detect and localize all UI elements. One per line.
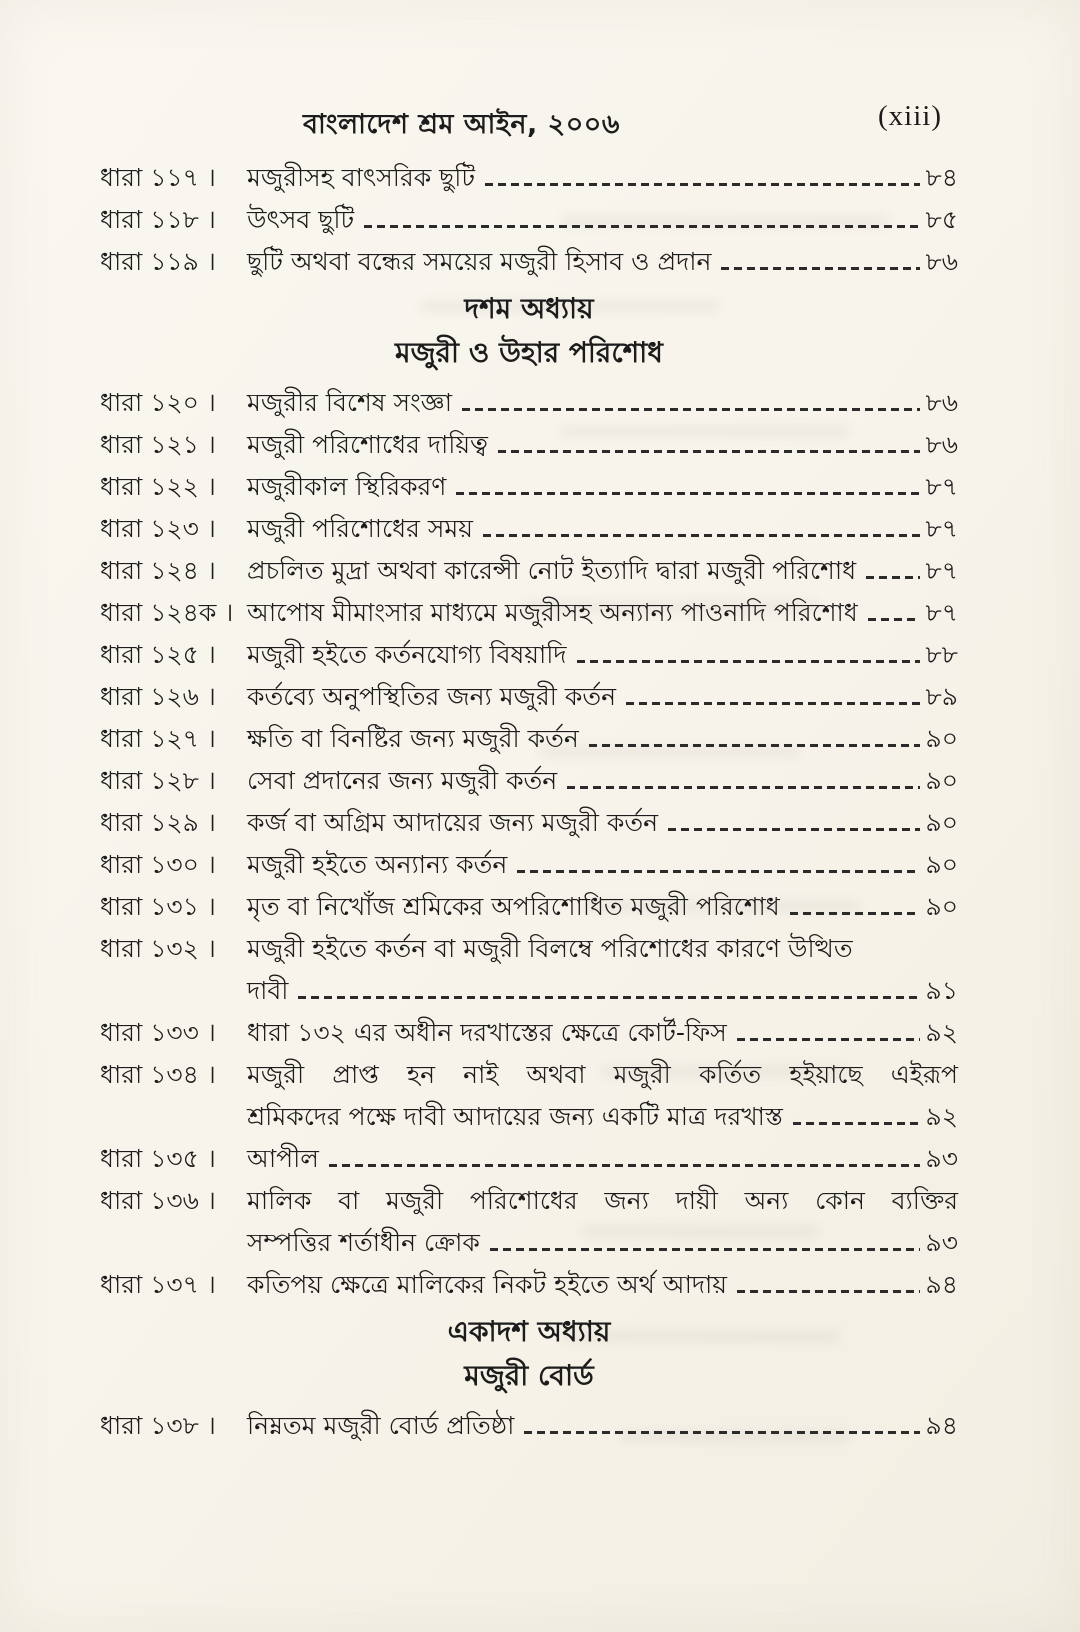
dotted-leader [668, 828, 919, 831]
dotted-leader [364, 225, 919, 228]
section-label: ধারা ১৩৭ । [100, 1270, 216, 1299]
section-label: ধারা ১৩০ । [100, 850, 216, 879]
entry-page-number: ৯২ [925, 1018, 958, 1047]
toc-entry [100, 246, 958, 277]
toc-entry [100, 1185, 958, 1258]
entry-page-number: ৯২ [925, 1102, 958, 1131]
entry-page-number: ৯০ [925, 850, 958, 879]
toc-entry [100, 807, 958, 838]
entry-content [247, 891, 958, 922]
entry-page-number: ৮৭ [925, 556, 958, 585]
toc-entry [100, 1410, 958, 1441]
entry-page-number: ৮৯ [925, 682, 958, 711]
page-header [0, 0, 1080, 160]
entry-content [247, 1269, 958, 1300]
entry-line [247, 471, 958, 502]
entry-line [247, 555, 958, 586]
entry-content [247, 765, 958, 796]
toc-entry [100, 723, 958, 754]
section-label: ধারা ১২৪ক । [100, 598, 234, 627]
toc-entry [100, 387, 958, 418]
toc-entry [100, 513, 958, 544]
dotted-leader [626, 702, 920, 705]
entry-page-number: ৯০ [925, 724, 958, 753]
entry-title-line-2: শ্রমিকদের পক্ষে দাবী আদায়ের জন্য একটি মাত্র দরখাস্ত [247, 1102, 783, 1131]
section-label: ধারা ১৩৫ । [100, 1144, 216, 1173]
entry-title: মজুরী পরিশোধের সময় [247, 514, 473, 543]
entry-title: ক্ষতি বা বিনষ্টির জন্য মজুরী কর্তন [247, 724, 579, 753]
entry-title: মজুরী হইতে কর্তনযোগ্য বিষয়াদি [247, 640, 567, 669]
entry-content [247, 1410, 958, 1441]
entry-content [247, 513, 958, 544]
entry-title: ছুটি অথবা বন্ধের সময়ের মজুরী হিসাব ও প্রদান [247, 247, 712, 276]
entry-page-number: ৯০ [925, 892, 958, 921]
book-title: বাংলাদেশ শ্রম আইন, ২০০৬ [303, 109, 620, 140]
toc-entry [100, 597, 958, 628]
entry-content [247, 723, 958, 754]
entry-line [247, 975, 958, 1006]
entry-title-line-1: মালিক বা মজুরী পরিশোধের জন্য দায়ী অন্য কোন ব্যক্তির [247, 1186, 958, 1215]
entry-line [247, 387, 958, 418]
entry-content [247, 1017, 958, 1048]
chapter-heading-block [100, 1314, 958, 1394]
entry-title: মজুরীর বিশেষ সংজ্ঞা [247, 388, 452, 417]
dotted-leader [868, 618, 920, 621]
toc-entry [100, 204, 958, 235]
entry-line [247, 513, 958, 544]
entry-page-number: ৮৭ [925, 514, 958, 543]
entry-content [247, 681, 958, 712]
entry-line [247, 1017, 958, 1048]
entry-content [247, 555, 958, 586]
entry-content [247, 807, 958, 838]
entry-line [247, 1410, 958, 1441]
entry-content [247, 204, 958, 235]
chapter-heading-block [100, 291, 958, 371]
entry-line [247, 246, 958, 277]
toc-entry [100, 1269, 958, 1300]
entry-content [247, 1185, 958, 1258]
section-label: ধারা ১৩২ । [100, 934, 216, 963]
entry-page-number: ৯৩ [925, 1144, 958, 1173]
entry-content [247, 246, 958, 277]
entry-page-number: ৯৪ [925, 1411, 958, 1440]
entry-title-line-2: সম্পত্তির শর্তাধীন ক্রোক [247, 1228, 480, 1257]
section-label: ধারা ১২১ । [100, 430, 216, 459]
dotted-leader [462, 408, 920, 411]
toc-entry [100, 471, 958, 502]
toc-entry [100, 1059, 958, 1132]
entry-title: প্রচলিত মুদ্রা অথবা কারেন্সী নোট ইত্যাদি দ্বারা মজুরী পরিশোধ [247, 556, 857, 585]
entry-page-number: ৯০ [925, 808, 958, 837]
entry-title: মজুরী পরিশোধের দায়িত্ব [247, 430, 488, 459]
entry-title: কর্তব্যে অনুপস্থিতির জন্য মজুরী কর্তন [247, 682, 617, 711]
entry-content [247, 429, 958, 460]
toc-entry [100, 933, 958, 1006]
dotted-leader [298, 996, 919, 999]
section-label: ধারা ১৩৬ । [100, 1186, 216, 1215]
section-label: ধারা ১৩৮ । [100, 1411, 216, 1440]
entry-content [247, 1059, 958, 1132]
entry-title: কতিপয় ক্ষেত্রে মালিকের নিকট হইতে অর্থ আদায় [247, 1270, 728, 1299]
entry-content [247, 471, 958, 502]
entry-page-number: ৮৬ [925, 388, 958, 417]
entry-title: মৃত বা নিখোঁজ শ্রমিকের অপরিশোধিত মজুরী পরিশোধ [247, 892, 780, 921]
dotted-leader [589, 744, 920, 747]
entry-page-number: ৮৭ [925, 472, 958, 501]
page-number-roman: (xiii) [878, 100, 942, 132]
dotted-leader [456, 492, 919, 495]
toc-entry [100, 1017, 958, 1048]
entry-line [247, 429, 958, 460]
dotted-leader [577, 660, 920, 663]
section-label: ধারা ১৩১ । [100, 892, 216, 921]
dotted-leader [793, 1122, 920, 1125]
entry-title-line-1: মজুরী হইতে কর্তন বা মজুরী বিলম্বে পরিশোধের কারণে উত্থিত [247, 934, 853, 963]
entry-line [247, 807, 958, 838]
dotted-leader [483, 534, 920, 537]
entry-title-line-2: দাবী [247, 976, 289, 1005]
entry-line [247, 597, 958, 628]
entry-page-number: ৮৫ [925, 205, 958, 234]
dotted-leader [790, 912, 920, 915]
dotted-leader [524, 1431, 919, 1434]
section-label: ধারা ১১৭ । [100, 163, 216, 192]
entry-page-number: ৯৪ [925, 1270, 958, 1299]
entry-page-number: ৯০ [925, 766, 958, 795]
toc-entry [100, 681, 958, 712]
toc-entry [100, 891, 958, 922]
chapter-title: দশম অধ্যায় [464, 292, 594, 325]
entry-content [247, 1143, 958, 1174]
entry-content [247, 639, 958, 670]
toc-entry [100, 849, 958, 880]
entry-page-number: ৯৩ [925, 1228, 958, 1257]
entry-title: সেবা প্রদানের জন্য মজুরী কর্তন [247, 766, 558, 795]
dotted-leader [485, 183, 919, 186]
entry-title: মজুরীসহ বাৎসরিক ছুটি [247, 163, 476, 192]
toc-entry [100, 429, 958, 460]
entry-line [247, 1101, 958, 1132]
entry-line [247, 1269, 958, 1300]
dotted-leader [329, 1164, 920, 1167]
entry-content [247, 597, 958, 628]
toc-entry [100, 765, 958, 796]
section-label: ধারা ১১৮ । [100, 205, 216, 234]
dotted-leader [567, 786, 919, 789]
chapter-subtitle: মজুরী বোর্ড [464, 1359, 594, 1392]
entry-page-number: ৮৪ [925, 163, 958, 192]
section-label: ধারা ১২৮ । [100, 766, 216, 795]
entry-title: আপোষ মীমাংসার মাধ্যমে মজুরীসহ অন্যান্য পাওনাদি পরিশোধ [247, 598, 858, 627]
entry-page-number: ৯১ [925, 976, 958, 1005]
entry-content [247, 387, 958, 418]
entry-line [247, 765, 958, 796]
dotted-leader [498, 450, 920, 453]
entry-content [247, 933, 958, 1006]
dotted-leader [721, 267, 919, 270]
entry-title: মজুরী হইতে অন্যান্য কর্তন [247, 850, 508, 879]
toc-entry [100, 555, 958, 586]
section-label: ধারা ১২৭ । [100, 724, 216, 753]
toc-entry [100, 639, 958, 670]
dotted-leader [490, 1248, 920, 1251]
entry-content [247, 849, 958, 880]
entry-line [247, 1227, 958, 1258]
section-label: ধারা ১২৫ । [100, 640, 216, 669]
entry-line [247, 162, 958, 193]
entry-title: ধারা ১৩২ এর অধীন দরখাস্তের ক্ষেত্রে কোর্ট-ফিস [247, 1018, 727, 1047]
toc-entry [100, 162, 958, 193]
entry-line [247, 681, 958, 712]
entry-content [247, 162, 958, 193]
section-label: ধারা ১২৪ । [100, 556, 216, 585]
entry-line [247, 639, 958, 670]
table-of-contents [100, 162, 958, 1452]
entry-line [247, 1143, 958, 1174]
section-label: ধারা ১৩৩ । [100, 1018, 216, 1047]
section-label: ধারা ১২৬ । [100, 682, 216, 711]
entry-line [247, 849, 958, 880]
entry-title-line-1: মজুরী প্রাপ্ত হন নাই অথবা মজুরী কর্তিত হইয়াছে এইরূপ [247, 1060, 958, 1089]
entry-title: নিম্নতম মজুরী বোর্ড প্রতিষ্ঠা [247, 1411, 515, 1440]
dotted-leader [866, 576, 919, 579]
entry-line [247, 204, 958, 235]
entry-page-number: ৮৮ [925, 640, 958, 669]
section-label: ধারা ১২৯ । [100, 808, 216, 837]
toc-entry [100, 1143, 958, 1174]
entry-page-number: ৮৭ [925, 598, 958, 627]
section-label: ধারা ১১৯ । [100, 247, 216, 276]
entry-line [247, 723, 958, 754]
section-label: ধারা ১২০ । [100, 388, 216, 417]
entry-title: উৎসব ছুটি [247, 205, 355, 234]
section-label: ধারা ১৩৪ । [100, 1060, 216, 1089]
dotted-leader [737, 1038, 920, 1041]
entry-title: আপীল [247, 1144, 319, 1173]
section-label: ধারা ১২২ । [100, 472, 216, 501]
entry-title: মজুরীকাল স্থিরিকরণ [247, 472, 447, 501]
entry-page-number: ৮৬ [925, 247, 958, 276]
entry-page-number: ৮৬ [925, 430, 958, 459]
entry-title: কর্জ বা অগ্রিম আদায়ের জন্য মজুরী কর্তন [247, 808, 659, 837]
section-label: ধারা ১২৩ । [100, 514, 216, 543]
entry-line [247, 891, 958, 922]
chapter-title: একাদশ অধ্যায় [447, 1315, 611, 1348]
dotted-leader [517, 870, 919, 873]
dotted-leader [737, 1290, 920, 1293]
chapter-subtitle: মজুরী ও উহার পরিশোধ [395, 336, 663, 369]
